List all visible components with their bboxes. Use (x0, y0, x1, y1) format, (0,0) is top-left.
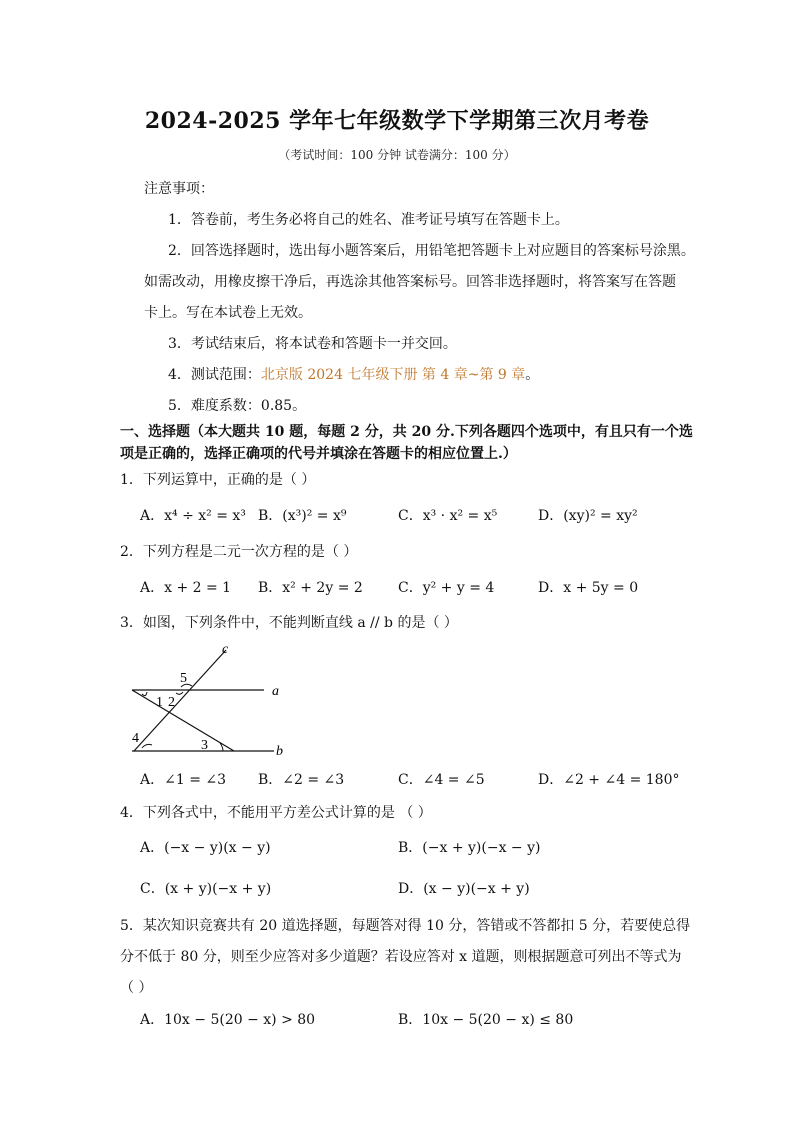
parallel-lines-figure (128, 640, 308, 760)
notice-item-2-line-3: 卡上。写在本试卷上无效。 (144, 305, 312, 321)
section-1-heading-line-2: 项是正确的，选择正确项的代号并填涂在答题卡的相应位置上.） (120, 446, 517, 462)
exam-info: （考试时间：100 分钟 试卷满分：100 分） (278, 148, 516, 162)
question-1-option-d: D．(xy)² = xy² (538, 508, 638, 524)
notice-heading: 注意事项： (144, 181, 214, 197)
notice-item-4-suffix: 。 (525, 367, 540, 383)
question-3-option-c: C．∠4 = ∠5 (398, 772, 485, 788)
question-1-option-b: B．(x³)² = x⁹ (258, 508, 347, 524)
page-title: 2024-2025 学年七年级数学下学期第三次月考卷 (144, 108, 650, 134)
question-1-option-c: C．x³ · x² = x⁵ (398, 508, 498, 524)
question-3-option-d: D．∠2 + ∠4 = 180° (538, 772, 680, 788)
label-2: 2 (168, 695, 175, 710)
notice-item-3: 3．考试结束后，将本试卷和答题卡一并交回。 (168, 336, 457, 352)
angle-arc-4 (142, 744, 152, 748)
question-2-option-d: D．x + 5y = 0 (538, 580, 639, 596)
notice-item-1: 1．答卷前，考生务必将自己的姓名、准考证号填写在答题卡上。 (168, 212, 569, 228)
question-3-option-a: A．∠1 = ∠3 (140, 772, 227, 788)
section-1-heading-line-1: 一、选择题（本大题共 10 题，每题 2 分，共 20 分.下列各题四个选项中，有且只有一个选 (120, 424, 693, 440)
question-2-option-a: A．x + 2 = 1 (140, 580, 232, 596)
angle-arc-2 (176, 692, 183, 694)
label-1: 1 (156, 695, 163, 710)
label-a: a (272, 684, 279, 699)
question-5-option-b: B．10x − 5(20 − x) ≤ 80 (398, 1012, 574, 1028)
notice-item-4-prefix: 4．测试范围： (168, 367, 261, 383)
notice-item-5: 5．难度系数：0.85。 (168, 398, 307, 414)
parallel-lines-diagram (128, 640, 308, 760)
notice-item-2-line-1: 2．回答选择题时，选出每小题答案后，用铅笔把答题卡上对应题目的答案标号涂黑。 (168, 243, 695, 259)
question-2-option-c: C．y² + y = 4 (398, 580, 495, 596)
question-2-option-b: B．x² + 2y = 2 (258, 580, 363, 596)
label-c: c (222, 642, 229, 657)
angle-arc-1 (142, 692, 147, 696)
question-2-stem: 2．下列方程是二元一次方程的是（ ） (120, 544, 358, 560)
test-range: 北京版 2024 七年级下册 第 4 章~第 9 章 (260, 367, 526, 383)
label-b: b (276, 744, 283, 759)
line-c (134, 650, 226, 751)
notice-item-4 (168, 364, 539, 384)
question-3-option-b: B．∠2 = ∠3 (258, 772, 345, 788)
question-4-stem: 4．下列各式中，不能用平方差公式计算的是 （ ） (120, 805, 432, 821)
question-5-stem-line-3: （ ） (120, 980, 153, 996)
question-4-option-a: A．(−x − y)(x − y) (140, 840, 271, 856)
question-5-stem-line-1: 5．某次知识竞赛共有 20 道选择题，每题答对得 10 分，答错或不答都扣 5 分，若要使总得 (120, 918, 691, 934)
notice-item-2-line-2: 如需改动，用橡皮擦干净后，再选涂其他答案标号。回答非选择题时，将答案写在答题 (144, 274, 676, 290)
question-1-option-a: A．x⁴ ÷ x² = x³ (140, 508, 246, 524)
question-5-stem-line-2: 分不低于 80 分，则至少应答对多少道题？若设应答对 x 道题，则根据题意可列出不等式为 (120, 949, 682, 965)
question-4-option-b: B．(−x + y)(−x − y) (398, 840, 541, 856)
question-4-option-d: D．(x − y)(−x + y) (398, 881, 530, 897)
question-4-option-c: C．(x + y)(−x + y) (140, 881, 272, 897)
label-3: 3 (201, 738, 208, 753)
transversal-line (132, 690, 234, 751)
question-5-option-a: A．10x − 5(20 − x) > 80 (140, 1012, 316, 1028)
label-4: 4 (132, 731, 139, 746)
question-3-stem: 3．如图，下列条件中，不能判断直线 a // b 的是（ ） (120, 615, 458, 631)
question-1-stem: 1．下列运算中，正确的是（ ） (120, 472, 316, 488)
label-5: 5 (180, 671, 187, 686)
